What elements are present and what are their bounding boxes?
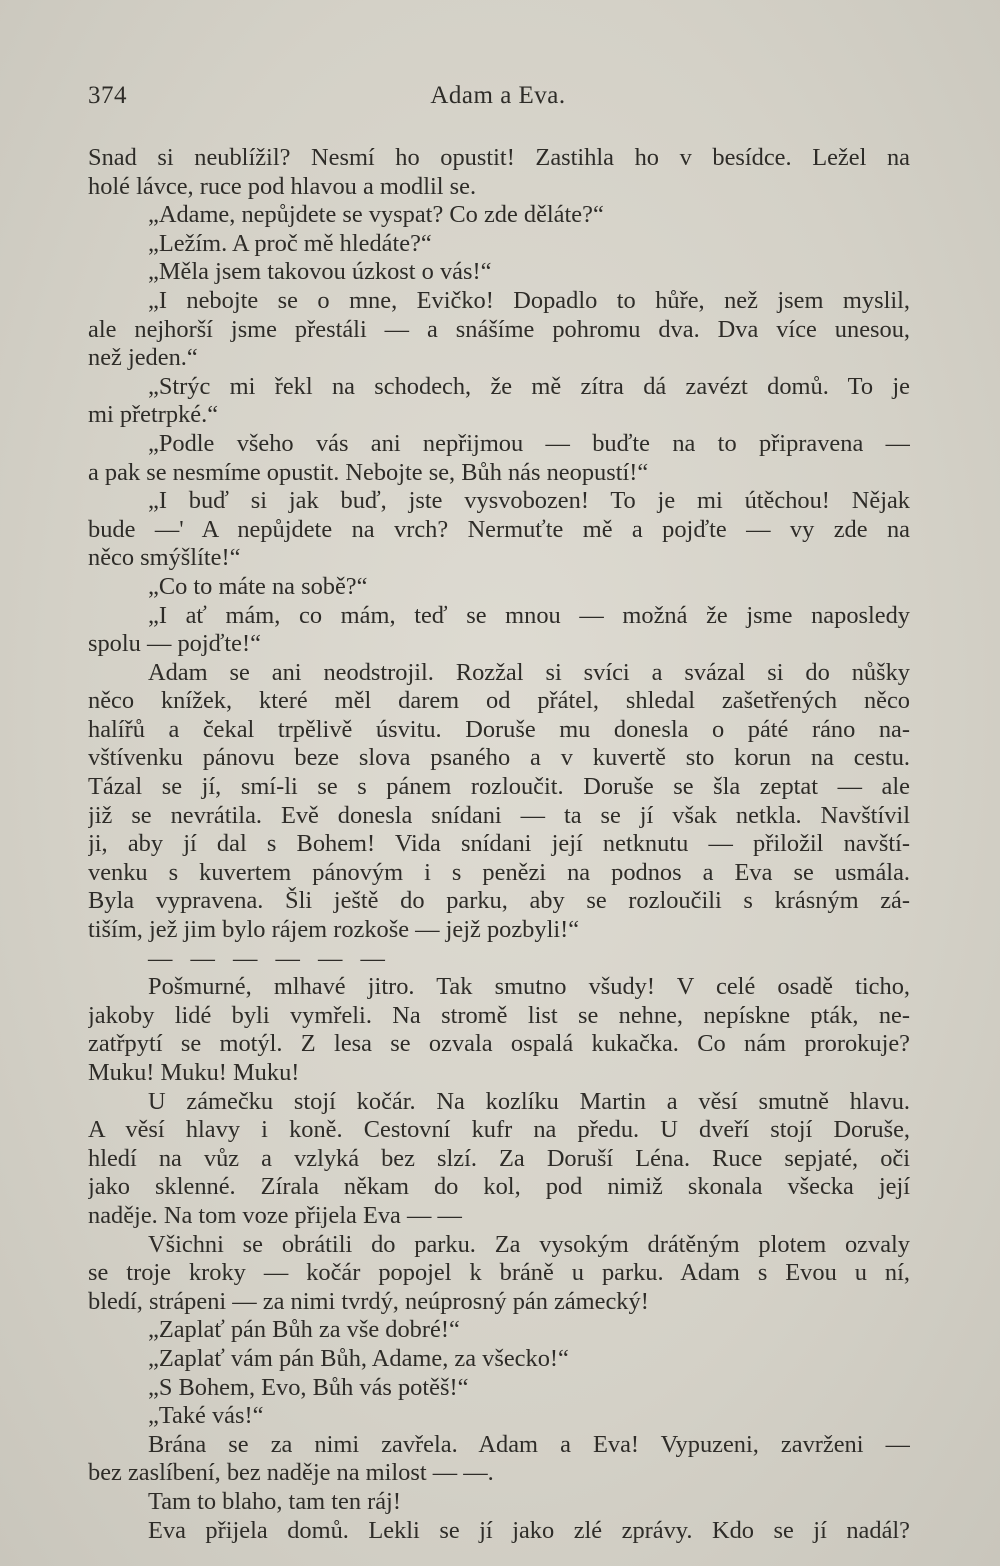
text-line: spolu — pojďte!“ [88,630,261,658]
text-line: jakoby lidé byli vymřeli. Na stromě list se nehne, nepískne pták, ne- [88,1001,910,1029]
text-line: jako sklenné. Zírala někam do kol, pod nimiž skonala všecka její [88,1173,910,1201]
text-line: Muku! Muku! Muku! [88,1059,300,1086]
text-line: „Podle všeho vás ani nepřijmou — buďte na to připravena — [148,429,910,457]
text-line: „Ležím. A proč mě hledáte?“ [148,229,432,257]
text-line: Všichni se obrátili do parku. Za vysokým drátěným plotem ozvaly [148,1230,910,1258]
text-line: Tam to blaho, tam ten ráj! [148,1487,401,1515]
text-line: holé lávce, ruce pod hlavou a modlil se. [88,172,477,200]
text-line: a pak se nesmíme opustit. Nebojte se, Bůh nás neopustí!“ [88,458,649,486]
text-line: Byla vypravena. Šli ještě do parku, aby se rozloučili s krásným zá- [88,887,910,915]
text-line: naděje. Na tom voze přijela Eva — — [88,1201,462,1229]
text-line: Snad si neublížil? Nesmí ho opustit! Zastihla ho v besídce. Ležel na [88,144,910,171]
text-line: „Co to máte na sobě?“ [148,572,368,600]
text-line: ji, aby jí dal s Bohem! Vida snídani její netknutu — přiložil navští- [88,830,910,858]
text-line: „Zaplať vám pán Bůh, Adame, za všecko!“ [148,1344,569,1372]
text-line: bude —' A nepůjdete na vrch? Nermuťte mě a pojďte — vy zde na [88,515,910,543]
text-line: venku s kuvertem pánovým i s penězi na podnos a Eva se usmála. [88,858,910,886]
text-line: „Měla jsem takovou úzkost o vás!“ [148,258,492,286]
page-header [88,82,908,118]
text-line: U zámečku stojí kočár. Na kozlíku Martin a věsí smutně hlavu. [148,1087,910,1115]
text-line: „I ať mám, co mám, teď se mnou — možná že jsme naposledy [148,601,910,629]
text-line: se troje kroky — kočár popojel k bráně u parku. Adam s Evou u ní, [88,1259,910,1287]
body-text [88,144,910,1545]
text-line: již se nevrátila. Evě donesla snídani — ta se jí však netkla. Navštívil [88,801,910,829]
text-line: „I nebojte se o mne, Evičko! Dopadlo to hůře, než jsem myslil, [148,286,910,314]
text-line: bledí, strápeni — za nimi tvrdý, neúprosný pán zámecký! [88,1287,649,1315]
text-line: „I buď si jak buď, jste vysvobozen! To je mi útěchou! Nějak [148,487,910,515]
text-line: tiším, jež jim bylo rájem rozkoše — jejž pozbyli!“ [88,916,580,944]
text-line: Adam se ani neodstrojil. Rozžal si svíci a svázal si do nůšky [148,658,910,686]
text-line: vštívenku pánovu beze slova psaného a v kuvertě sto korun na cestu. [88,744,910,772]
text-line: A věsí hlavy i koně. Cestovní kufr na předu. U dveří stojí Doruše, [88,1116,910,1144]
text-line: „Také vás!“ [148,1402,264,1430]
running-title: Adam a Eva. [430,82,566,109]
section-break: — — — — — — [148,944,391,972]
text-line: „S Bohem, Evo, Bůh vás potěš!“ [148,1373,469,1401]
text-line: zatřpytí se motýl. Z lesa se ozvala ospalá kukačka. Co nám prorokuje? [88,1030,910,1058]
text-line: hledí na vůz a vzlyká bez slzí. Za Doruší Léna. Ruce sepjaté, oči [88,1144,910,1172]
text-line: „Strýc mi řekl na schodech, že mě zítra dá zavézt domů. To je [148,372,910,400]
page-number: 374 [88,82,127,109]
text-line: halířů a čekal trpělivě úsvitu. Doruše mu donesla o páté ráno na- [88,715,910,743]
text-line: „Zaplať pán Bůh za vše dobré!“ [148,1316,460,1344]
text-line: něco knížek, které měl darem od přátel, shledal zašetřených něco [88,687,910,715]
text-line: Pošmurné, mlhavé jitro. Tak smutno všudy! V celé osadě ticho, [148,973,910,1001]
text-line: ale nejhorší jsme přestáli — a snášíme pohromu dva. Dva více unesou, [88,315,910,343]
text-line: než jeden.“ [88,344,198,372]
text-line: Eva přijela domů. Lekli se jí jako zlé zprávy. Kdo se jí nadál? [148,1516,910,1544]
text-line: „Adame, nepůjdete se vyspat? Co zde děláte?“ [148,201,604,229]
text-line: Tázal se jí, smí-li se s pánem rozloučit. Doruše se šla zeptat — ale [88,773,910,801]
text-line: mi přetrpké.“ [88,401,219,429]
text-line: Brána se za nimi zavřela. Adam a Eva! Vypuzeni, zavrženi — [148,1430,910,1458]
text-line: něco smýšlíte!“ [88,544,241,572]
text-line: bez zaslíbení, bez naděje na milost — —. [88,1459,494,1487]
